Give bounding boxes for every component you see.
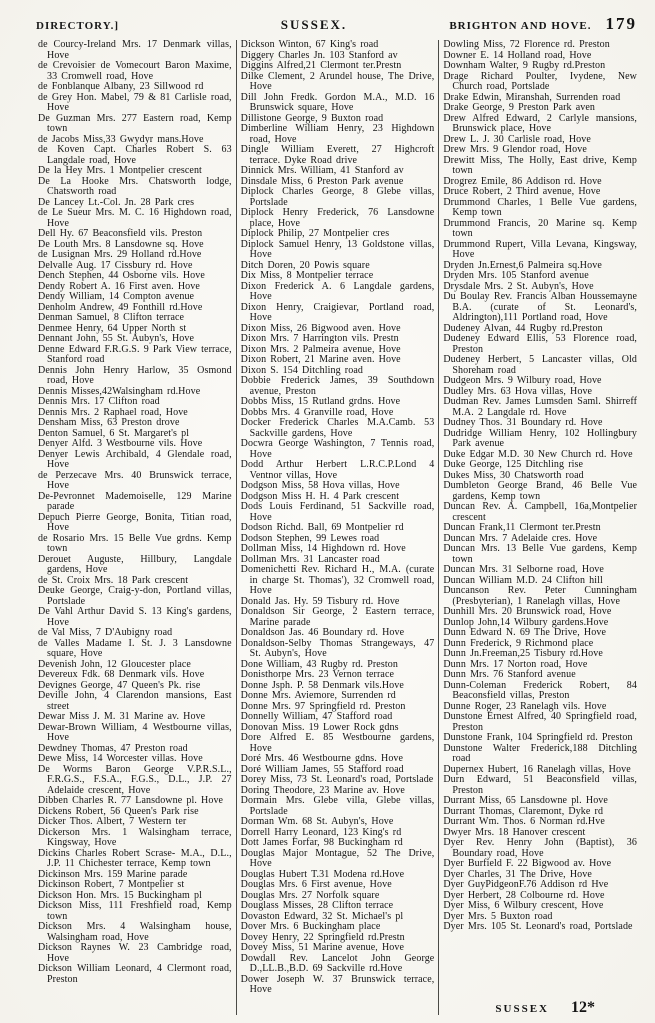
directory-entry: Deville John, 4 Clarendon mansions, East street xyxy=(38,690,232,712)
directory-entry: Drummond Rupert, Villa Levana, Kingsway, Hove xyxy=(443,238,638,260)
directory-entry: Dyer Mrs. 5 Buxton road xyxy=(443,910,553,922)
directory-entry: Diplock Philip, 27 Montpelier cres xyxy=(240,228,390,239)
directory-entry: Devignes George, 47 Queen's Pk. rise xyxy=(38,679,201,691)
directory-entry: Dudley Mrs. 63 Hova villas, Hove xyxy=(443,385,593,397)
directory-entry: Dixon Frederick A. 6 Langdale gardens, Hove xyxy=(240,280,435,302)
directory-entry: Domenichetti Rev. Richard H., M.A. (curate in charge St. Thomas'), 32 Cromwell road, Hove xyxy=(240,564,435,596)
directory-entry: Diggins Alfred,21 Clermont ter.Prestn xyxy=(240,60,402,71)
directory-entry: Dovey Miss, 51 Marine avenue, Hove xyxy=(240,942,405,953)
directory-entry: Diplock Charles George, 8 Glebe villas, Portslade xyxy=(240,186,435,208)
directory-entry: Dickson Raynes W. 23 Cambridge road, Hove xyxy=(38,942,232,964)
directory-entry: Dunn Mrs. 76 Stanford avenue xyxy=(443,669,576,680)
directory-entry: Dovey Henry, 22 Springfield rd.Prestn xyxy=(240,931,405,943)
directory-entry: Dwyer Mrs. 18 Hanover crescent xyxy=(443,826,586,838)
directory-entry: Dower Joseph W. 37 Brunswick terrace, Hove xyxy=(240,973,435,995)
directory-entry: Diplock Samuel Henry, 13 Goldstone villas, Hove xyxy=(240,238,435,260)
directory-entry: Dennis Mrs. 2 Raphael road, Hove xyxy=(38,406,188,418)
directory-entry: Drummond Charles, 1 Belle Vue gardens, Kemp town xyxy=(443,196,638,218)
directory-entry: Doring Theodore, 23 Marine av. Hove xyxy=(240,784,405,796)
directory-entry: De Louth Mrs. 8 Lansdowne sq. Hove xyxy=(38,238,204,250)
directory-entry: de Val Miss, 7 D'Aubigny road xyxy=(38,627,173,638)
directory-entry: Docwra George Washington, 7 Tennis road, Hove xyxy=(240,438,435,460)
directory-entry: Dryden Jn.Ernest,6 Palmeira sq.Hove xyxy=(443,259,602,271)
directory-entry: Downham Walter, 9 Rugby rd.Preston xyxy=(443,60,606,71)
directory-entry: Docker Frederick Charles M.A.Camb. 53 Sackville gardens, Hove xyxy=(240,417,435,439)
directory-entry: Dickson Mrs. 4 Walsingham house, Walsingham road, Hove xyxy=(38,921,232,943)
directory-entry: Deuke George, Craig-y-don, Portland villas, Portslade xyxy=(38,585,232,607)
header-section-title xyxy=(412,14,637,34)
directory-entry: Drysdale Mrs. 2 St. Aubyn's, Hove xyxy=(443,280,594,292)
page-number: 179 xyxy=(605,14,637,33)
directory-entry: Dodgson Miss H. H. 4 Park crescent xyxy=(240,490,400,502)
directory-entry: Depuch Pierre George, Bonita, Titian road, Hove xyxy=(38,511,232,533)
directory-entry: Dunstone Walter Frederick,188 Ditchling road xyxy=(443,742,638,764)
directory-entry: Dendy Robert A. 16 First aven. Hove xyxy=(38,280,200,292)
directory-entry: Dunstone Frank, 104 Springfield rd. Preston xyxy=(443,732,633,743)
directory-entry: Diplock Henry Frederick, 76 Lansdowne place, Hove xyxy=(240,207,435,229)
directory-entry: Dickerson Mrs. 1 Walsingham terrace, Kingsway, Hove xyxy=(38,826,232,848)
directory-entry: Dixon Mrs. 7 Harrington vils. Prestn xyxy=(240,333,399,344)
directory-entry: Dill John Fredk. Gordon M.A., M.D. 16 Brunswick square, Hove xyxy=(240,91,435,113)
directory-entry: Ditch Doren, 20 Powis square xyxy=(240,259,370,271)
directory-entry: Dennis Misses,42Walsingham rd.Hove xyxy=(38,385,201,397)
directory-entry: Dench Stephen, 44 Osborne vils. Hove xyxy=(38,270,205,281)
directory-entry: Dodson Richd. Ball, 69 Montpelier rd xyxy=(240,522,404,533)
directory-entry: Dowdall Rev. Lancelot John George D.,LL.B.,B.D. 69 Sackville rd.Hove xyxy=(240,952,435,974)
directory-entry: Denholm Andrew, 49 Fonthill rd.Hove xyxy=(38,301,203,313)
directory-entry: Dewe Miss, 14 Worcester villas. Hove xyxy=(38,753,203,764)
directory-entry: Dormain Mrs. Glebe villa, Glebe villas, Portslade xyxy=(240,795,435,817)
directory-entry: Devenish John, 12 Gloucester place xyxy=(38,658,191,670)
directory-entry: Dorrell Harry Leonard, 123 King's rd xyxy=(240,826,402,838)
directory-entry: Dudridge William Henry, 102 Hollingbury Park avenue xyxy=(443,427,638,449)
directory-entry: de Grey Hon. Mabel, 79 & 81 Carlisle road, Hove xyxy=(38,91,232,113)
directory-entry: Dyer Miss, 6 Wilbury crescent, Hove xyxy=(443,900,604,911)
page-footer xyxy=(495,999,595,1017)
directory-entry: de St. Croix Mrs. 18 Park crescent xyxy=(38,574,189,586)
directory-entry: Dixon Robert, 21 Marine aven. Hove xyxy=(240,354,401,365)
directory-entry: de Courcy-Ireland Mrs. 17 Denmark villas, Hove xyxy=(38,40,232,61)
directory-entry: Donne Jsph. P. 58 Denmark vils.Hove xyxy=(240,679,404,691)
directory-entry: Dott James Forfar, 98 Buckingham rd xyxy=(240,837,403,848)
directory-entry: Douglas Mrs. 27 Norfolk square xyxy=(240,889,380,901)
directory-entry: Donne Mrs. Aviemore, Surrenden rd xyxy=(240,690,396,701)
directory-entry: Dumbleton George Brand, 46 Belle Vue gardens, Kemp town xyxy=(443,480,638,502)
directory-entry: Dunn Frederick, 9 Richmond place xyxy=(443,637,594,649)
directory-entry: De la Hey Mrs. 1 Montpelier crescent xyxy=(38,165,202,176)
directory-entry: Duncanson Rev. Peter Cunningham (Presbyterian), 1 Ranelagh villas, Hove xyxy=(443,585,638,607)
directory-entry: Duncan Mrs. 31 Selborne road, Hove xyxy=(443,564,604,575)
directory-entry: Dudeney Edward Ellis, 53 Florence road, Preston xyxy=(443,333,638,355)
directory-entry: de Valles Madame I. St. J. 3 Lansdowne square, Hove xyxy=(38,637,232,659)
directory-entry: Dudeney Alvan, 44 Rugby rd.Preston xyxy=(443,322,603,334)
directory-entry: Donne Mrs. 97 Springfield rd. Preston xyxy=(240,700,406,712)
directory-entry: Dover Mrs. 6 Buckingham place xyxy=(240,921,381,932)
directory-entry: Densham Miss, 63 Preston drove xyxy=(38,417,180,428)
directory-entry: Doré Mrs. 46 Westbourne gdns. Hove xyxy=(240,753,404,764)
directory-entry: Diggery Charles Jn. 103 Stanford av xyxy=(240,49,398,61)
directory-entry: Dickson William Leonard, 4 Clermont road, Preston xyxy=(38,963,232,985)
directory-entry: Drew Mrs. 9 Glendor road, Hove xyxy=(443,144,587,155)
directory-entry: Dunhill Mrs. 20 Brunswick road, Hove xyxy=(443,606,612,617)
directory-entry: Donald Jas. Hy. 59 Tisbury rd. Hove xyxy=(240,595,400,607)
directory-entry: Dyer Rev. Henry John (Baptist), 36 Boundary road, Hove xyxy=(443,837,638,859)
directory-entry: Devereux Fdk. 68 Denmark vils. Hove xyxy=(38,669,205,680)
directory-entry: Dickins Charles Robert Scrase- M.A., D.L., J.P. 11 Chichester terrace, Kemp town xyxy=(38,847,232,869)
directory-column-1 xyxy=(34,40,236,1015)
directory-columns xyxy=(34,40,641,1015)
directory-entry: Done William, 43 Rugby rd. Preston xyxy=(240,658,398,670)
directory-entry: Dinnick Mrs. William, 41 Stanford av xyxy=(240,165,404,176)
directory-entry: De Lancey Lt.-Col. Jn. 28 Park cres xyxy=(38,196,195,208)
directory-entry: Denmee Henry, 64 Upper North st xyxy=(38,322,187,334)
directory-entry: Dickson Winton, 67 King's road xyxy=(240,40,379,50)
directory-entry: Douglas Hubert T.31 Modena rd.Hove xyxy=(240,868,405,880)
directory-entry: de Le Sueur Mrs. M. C. 16 Highdown road, Hove xyxy=(38,207,232,229)
directory-entry: Duncan Mrs. 7 Adelaide cres. Hove xyxy=(443,532,598,544)
directory-entry: Dobbie Frederick James, 39 Southdown avenue, Preston xyxy=(240,375,435,397)
directory-entry: Dickson Hon. Mrs. 15 Buckingham pl xyxy=(38,889,202,901)
directory-entry: Drake Edwin, Miranshah, Surrenden road xyxy=(443,91,621,103)
directory-entry: Douglas Mrs. 6 First avenue, Hove xyxy=(240,879,392,890)
footer-catchword: SUSSEX xyxy=(495,1003,549,1015)
directory-entry: Dudeney Herbert, 5 Lancaster villas, Old Shoreham road xyxy=(443,354,638,376)
directory-entry: Dodson Stephen, 99 Lewes road xyxy=(240,532,380,544)
directory-entry: Dyer Herbert, 28 Colbourne rd. Hove xyxy=(443,889,605,901)
directory-entry: Donisthorpe Mrs. 23 Vernon terrace xyxy=(240,669,395,680)
header-directory-label: DIRECTORY.] xyxy=(36,20,120,32)
directory-entry: Douglas Major Montague, 52 The Drive, Hove xyxy=(240,847,435,869)
directory-entry: Durrant Miss, 65 Lansdowne pl. Hove xyxy=(443,795,608,806)
directory-entry: Donovan Miss. 19 Lower Rock gdns xyxy=(240,721,399,733)
directory-entry: Dryden Mrs. 105 Stanford avenue xyxy=(443,270,589,281)
directory-entry: Dunlop John,14 Wilbury gardens.Hove xyxy=(443,616,609,628)
directory-entry: Duncan William M.D. 24 Clifton hill xyxy=(443,574,603,586)
directory-entry: De Worms Baron George V.P.R.S.L., F.R.G.S., F.S.A., F.G.S., D.L., J.P. 27 Adelaide crescent, Hove xyxy=(38,763,232,796)
directory-entry: Dudgeon Mrs. 9 Wilbury road, Hove xyxy=(443,375,602,386)
directory-entry: Dinsdale Miss, 6 Preston Park avenue xyxy=(240,175,404,187)
directory-entry: Dobbs Mrs. 4 Granville road, Hove xyxy=(240,406,394,418)
directory-entry: Dix Miss, 8 Montpelier terrace xyxy=(240,270,374,281)
directory-entry: Duke Edgar M.D. 30 New Church rd. Hove xyxy=(443,448,633,460)
directory-entry: Dickens Robert, 56 Queen's Park rise xyxy=(38,805,199,817)
directory-entry: Douglass Misses, 28 Clifton terrace xyxy=(240,900,394,911)
directory-entry: Dodd Arthur Herbert L.R.C.P.Lond 4 Ventnor villas, Hove xyxy=(240,459,435,481)
directory-entry: Dewdney Thomas, 47 Preston road xyxy=(38,742,188,754)
directory-entry: Dennant John, 55 St. Aubyn's, Hove xyxy=(38,333,195,344)
directory-entry: Dodgson Miss, 58 Hova villas, Hove xyxy=(240,480,400,491)
directory-entry: Drake George, 9 Preston Park aven xyxy=(443,102,596,113)
directory-entry: Dunn Jn.Freeman,25 Tisbury rd.Hove xyxy=(443,648,603,659)
directory-entry: Dunn-Coleman Frederick Robert, 84 Beaconsfield villas, Preston xyxy=(443,679,638,701)
directory-column-2 xyxy=(236,40,439,1015)
directory-entry: Dendy William, 14 Compton avenue xyxy=(38,291,195,302)
directory-entry: de Perzecave Mrs. 40 Brunswick terrace, Hove xyxy=(38,469,232,491)
directory-entry: Drummond Francis, 20 Marine sq. Kemp town xyxy=(443,217,638,239)
directory-entry: Dunn Edward N. 69 The Drive, Hove xyxy=(443,627,606,638)
directory-entry: Downer E. 14 Holland road, Hove xyxy=(443,49,592,61)
directory-entry: Du Boulay Rev. Francis Alban Houssemayne B.A. (curate of St. Leonard's, Aldrington),111 Portland road, Hove xyxy=(443,291,638,323)
directory-entry: Dell Hy. 67 Beaconsfield vils. Preston xyxy=(38,228,203,239)
directory-entry: Doré William James, 55 Stafford road xyxy=(240,763,404,775)
directory-entry: Denyer Lewis Archibald, 4 Glendale road, Hove xyxy=(38,448,232,470)
directory-entry: Delvalle Aug. 17 Cissbury rd. Hove xyxy=(38,259,193,271)
directory-entry: Dupernex Hubert, 16 Ranelagh villas, Hove xyxy=(443,763,631,775)
directory-entry: de Rosario Mrs. 15 Belle Vue grdns. Kemp town xyxy=(38,532,232,554)
directory-entry: De Vahl Arthur David S. 13 King's gardens, Hove xyxy=(38,606,232,628)
directory-entry: Dyer Mrs. 105 St. Leonard's road, Portslade xyxy=(443,921,633,932)
directory-entry: Dixon Henry, Craigievar, Portland road, Hove xyxy=(240,301,435,323)
footer-signature-mark: 12* xyxy=(571,999,595,1016)
directory-entry: Dewar-Brown William, 4 Westbourne villas, Hove xyxy=(38,721,232,743)
directory-entry: Drewitt Miss, The Holly, East drive, Kemp town xyxy=(443,154,638,176)
directory-entry: Drew Alfred Edward, 2 Carlyle mansions, Brunswick place, Hove xyxy=(443,112,638,134)
directory-entry: Dickinson Robert, 7 Montpelier st xyxy=(38,879,185,890)
directory-entry: Dennis John Henry Harlow, 35 Osmond road, Hove xyxy=(38,364,232,386)
directory-entry: Dyer Charles, 31 The Drive, Hove xyxy=(443,868,592,880)
directory-entry: de Koven Capt. Charles Robert S. 63 Langdale road, Hove xyxy=(38,144,232,166)
directory-entry: Durn Edward, 51 Beaconsfield villas, Preston xyxy=(443,774,638,796)
directory-entry: de Jacobs Miss,33 Gwydyr mans.Hove xyxy=(38,133,204,145)
directory-entry: Dixon S. 154 Ditchling road xyxy=(240,364,363,376)
directory-entry: Dukes Miss, 30 Chatsworth road xyxy=(443,469,584,481)
directory-entry: Dicker Thos. Albert, 7 Western ter xyxy=(38,816,187,827)
directory-entry: Donnelly William, 47 Stafford road xyxy=(240,711,393,722)
directory-entry: Dewar Miss J. M. 31 Marine av. Hove xyxy=(38,711,206,722)
header-section-text: BRIGHTON AND HOVE. xyxy=(449,20,592,32)
directory-entry: Dunne Roger, 23 Ranelagh vils. Hove xyxy=(443,700,607,712)
directory-entry: Dixon Mrs. 2 Palmeira avenue, Hove xyxy=(240,343,401,355)
directory-column-3 xyxy=(438,40,641,1015)
directory-entry: Durrant Thomas, Claremont, Dyke rd xyxy=(443,805,604,817)
directory-entry: Durrant Wm. Thos. 6 Norman rd.Hve xyxy=(443,816,605,827)
directory-entry: Dunn Mrs. 17 Norton road, Hove xyxy=(443,658,588,670)
directory-entry: Dickinson Mrs. 159 Marine parade xyxy=(38,868,188,880)
directory-entry: Dennis Mrs. 17 Clifton road xyxy=(38,396,160,407)
directory-entry: de Crevoisier de Vomecourt Baron Maxime, 33 Cromwell road, Hove xyxy=(38,60,232,82)
directory-entry: Duncan Mrs. 13 Belle Vue gardens, Kemp town xyxy=(443,543,638,565)
directory-entry: de Fonblanque Albany, 23 Sillwood rd xyxy=(38,81,204,92)
directory-entry: Dunstone Ernest Alfred, 40 Springfield road, Preston xyxy=(443,711,638,733)
directory-entry: Dovaston Edward, 32 St. Michael's pl xyxy=(240,910,404,922)
directory-entry: Druce Robert, 2 Third avenue, Hove xyxy=(443,186,601,197)
directory-entry: Dimberline William Henry, 23 Highdown road, Hove xyxy=(240,123,435,145)
directory-entry: Dollman Miss, 14 Highdown rd. Hove xyxy=(240,543,406,554)
directory-entry: Dorman Wm. 68 St. Aubyn's, Hove xyxy=(240,816,394,827)
directory-entry: Dobbs Miss, 15 Rutland grdns. Hove xyxy=(240,396,401,407)
directory-entry: Donaldson Sir George, 2 Eastern terrace, Marine parade xyxy=(240,606,435,628)
directory-entry: Dore Alfred E. 85 Westbourne gardens, Hove xyxy=(240,732,435,754)
directory-entry: Derouet Auguste, Hillbury, Langdale gardens, Hove xyxy=(38,553,232,575)
directory-entry: Dyer Burfield F. 22 Bigwood av. Hove xyxy=(443,858,612,869)
directory-entry: Dudney Thos. 31 Boundary rd. Hove xyxy=(443,417,603,428)
directory-entry: Dowling Miss, 72 Florence rd. Preston xyxy=(443,40,610,50)
directory-entry: Denton Samuel, 6 St. Margaret's pl xyxy=(38,427,190,439)
directory-entry: Denman Samuel, 8 Clifton terrace xyxy=(38,312,185,323)
directory-entry: Denyer Alfd. 3 Westbourne vils. Hove xyxy=(38,438,203,449)
directory-entry: Dixon Miss, 26 Bigwood aven. Hove xyxy=(240,322,401,334)
directory-entry: De La Hooke Mrs. Chatsworth lodge, Chatsworth road xyxy=(38,175,232,197)
directory-entry: Dickson Miss, 111 Freshfield road, Kemp town xyxy=(38,900,232,922)
directory-entry: Dods Louis Ferdinand, 51 Sackville road, Hove xyxy=(240,501,435,523)
directory-entry: Dorey Miss, 73 St. Leonard's road, Portslade xyxy=(240,774,434,785)
directory-entry: Duke George, 125 Ditchling rise xyxy=(443,459,584,470)
directory-entry: Dollman Mrs. 31 Lancaster road xyxy=(240,553,380,565)
directory-entry: Drew L. J. 30 Carlisle road, Hove xyxy=(443,133,591,145)
directory-entry: Denne Edward F.R.G.S. 9 Park View terrace, Stanford road xyxy=(38,343,232,365)
directory-entry: Duncan Rev. A. Campbell, 16a,Montpelier crescent xyxy=(443,501,638,523)
directory-entry: Duncan Frank,11 Clermont ter.Prestn xyxy=(443,522,601,533)
page-header xyxy=(36,14,637,36)
directory-entry: De Guzman Mrs. 277 Eastern road, Kemp town xyxy=(38,112,232,134)
directory-entry: Dilke Clement, 2 Arundel house, The Drive, Hove xyxy=(240,70,435,92)
directory-entry: Dibben Charles R. 77 Lansdowne pl. Hove xyxy=(38,795,224,806)
directory-entry: Drogrez Emile, 86 Addison rd. Hove xyxy=(443,175,602,187)
directory-entry: Dingle William Everett, 27 Highcroft terrace. Dyke Road drive xyxy=(240,144,435,166)
directory-entry: Dyer GuyPidgeonF.76 Addison rd Hve xyxy=(443,879,609,890)
directory-entry: Drage Richard Poulter, Ivydene, New Church road, Portslade xyxy=(443,70,638,92)
directory-entry: Donaldson Jas. 46 Boundary rd. Hove xyxy=(240,627,405,638)
directory-entry: Donaldson-Selby Thomas Strangeways, 47 St. Aubyn's, Hove xyxy=(240,637,435,659)
directory-entry: De-Pevronnet Mademoiselle, 129 Marine parade xyxy=(38,490,232,512)
directory-entry: Dillistone George, 9 Buxton road xyxy=(240,112,384,124)
header-county-title: SUSSEX. xyxy=(280,17,348,32)
directory-entry: de Lusignan Mrs. 29 Holland rd.Hove xyxy=(38,249,202,260)
directory-entry: Dudman Rev. James Lumsden Saml. Shirreff M.A. 2 Langdale rd. Hove xyxy=(443,396,638,418)
